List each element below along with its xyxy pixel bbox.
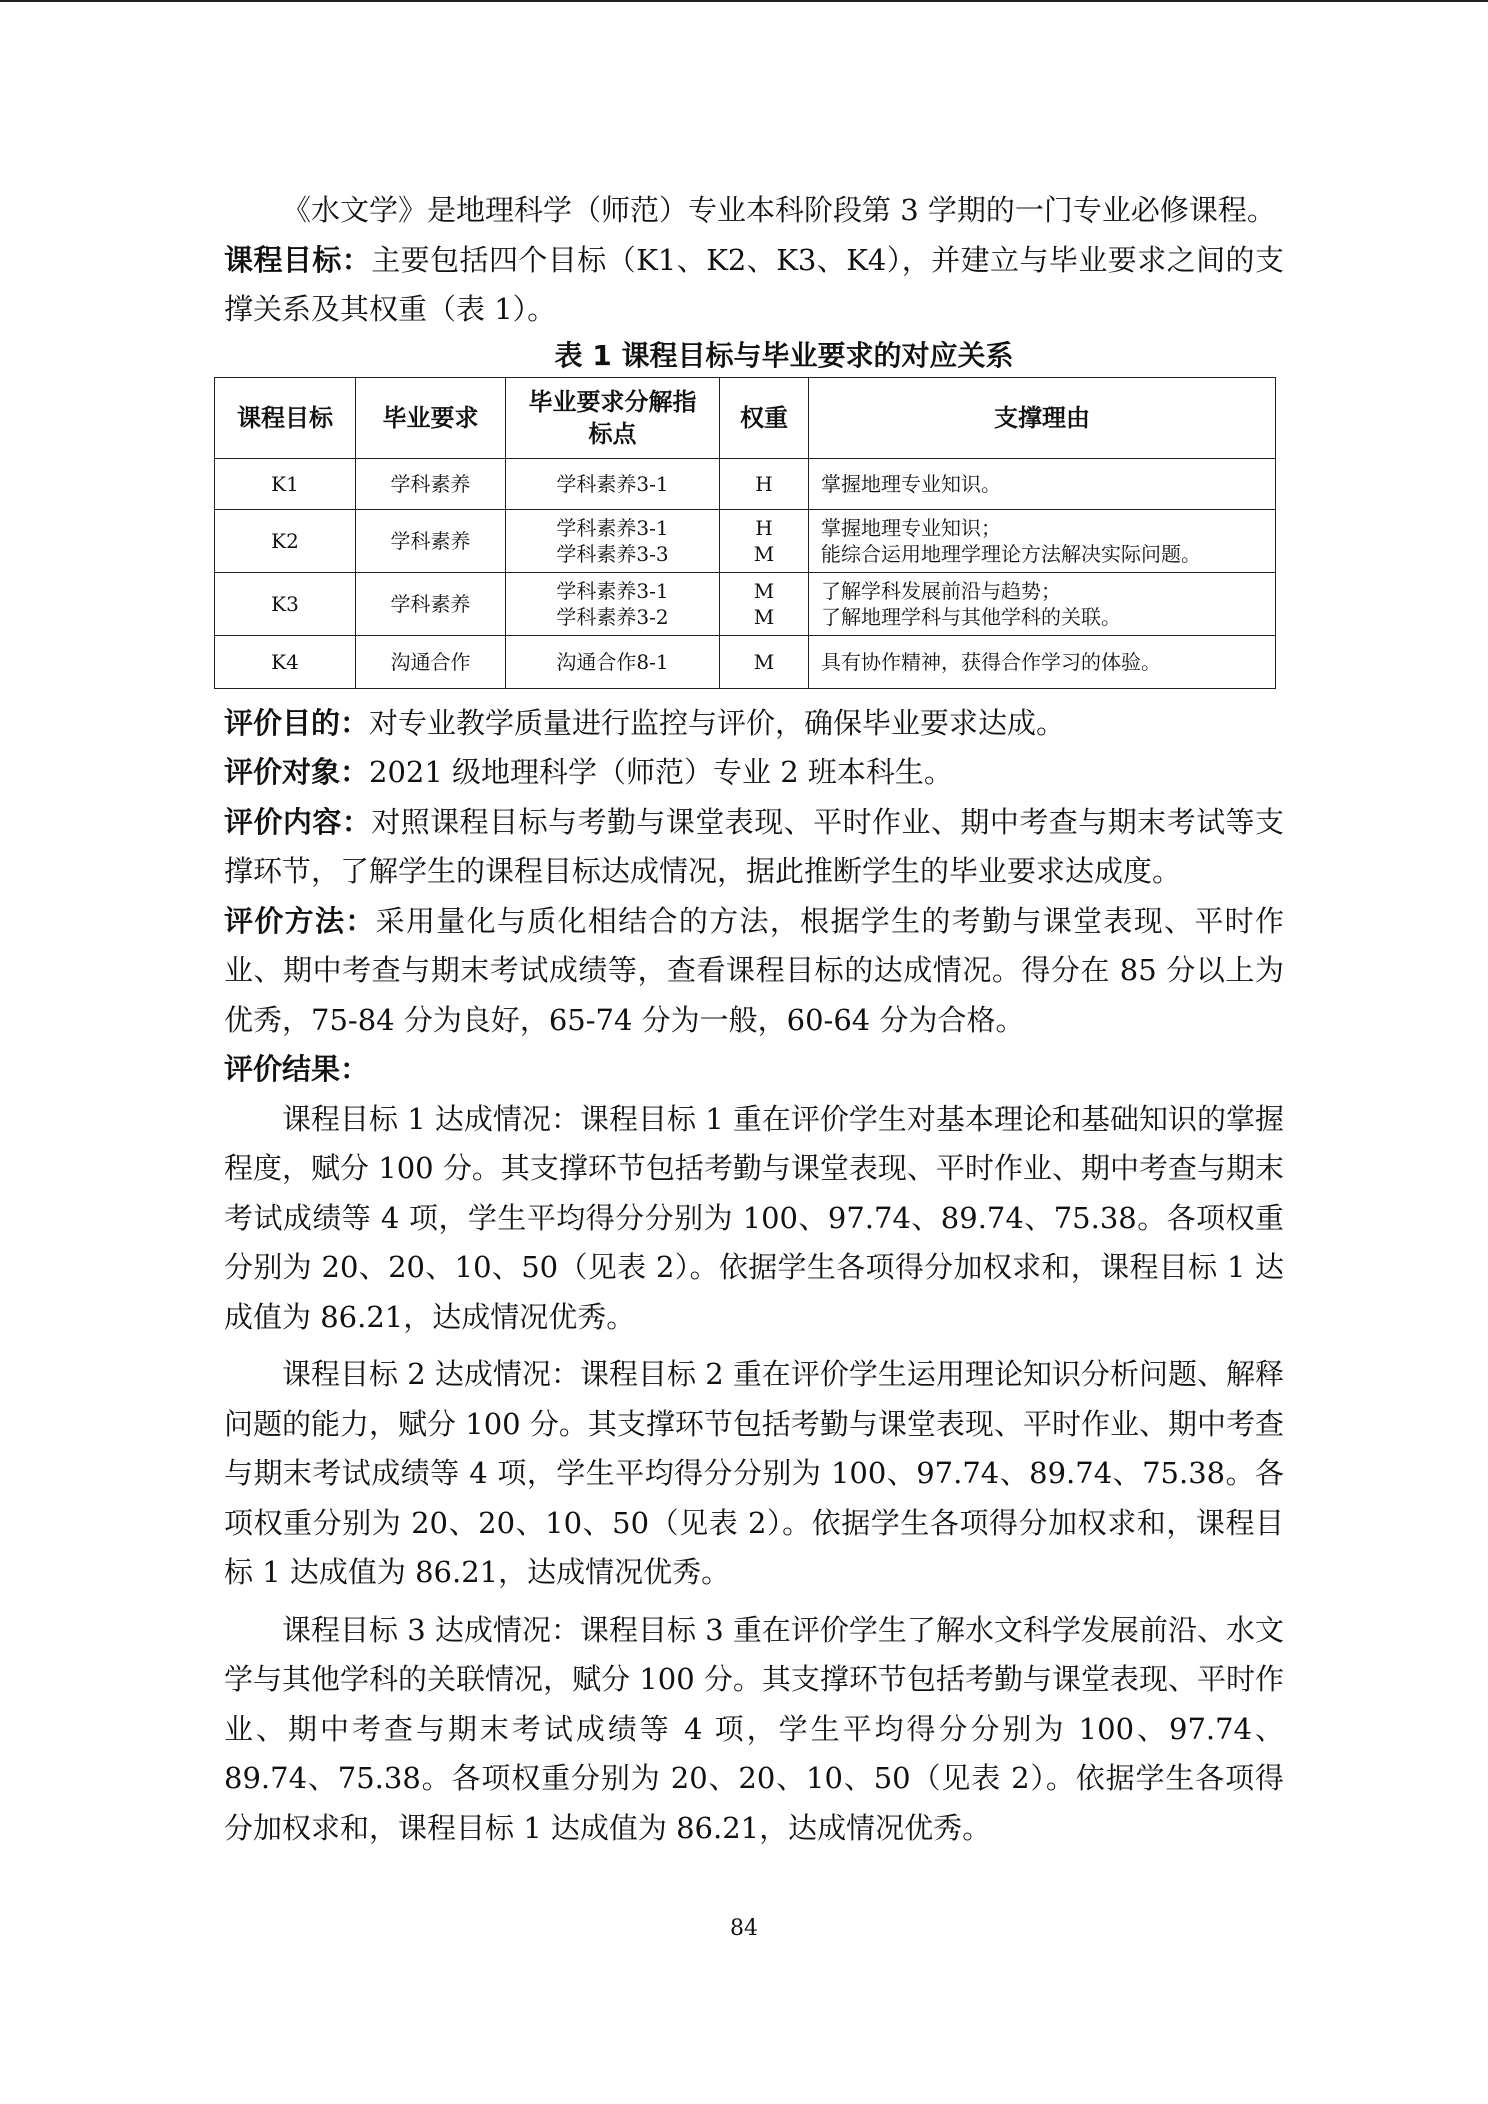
cell-requirement: 学科素养 [356, 572, 506, 635]
result-paragraph-3: 课程目标 3 达成情况：课程目标 3 重在评价学生了解水文科学发展前沿、水文学与其他学科的关联情况，赋分 100 分。其支撑环节包括考勤与课堂表现、平时作业、期中考查与期末考试成绩等 4 项，学生平均得分分别为 100、97.74、89.74、75.38。各项权重分别为 20、20、10、50（见表 2）。依据学生各项得分加权求和，课程目标 1 达成值为 86.21，达成情况优秀。 [224, 1612, 1284, 1845]
cell-indicator: 沟通合作8-1 [506, 635, 720, 688]
content-text: 对照课程目标与考勤与课堂表现、平时作业、期中考查与期末考试等支撑环节，了解学生的课程目标达成情况，据此推断学生的毕业要求达成度。 [224, 804, 1284, 888]
cell-goal: K3 [215, 572, 356, 635]
cell-indicator: 学科素养3-1 [506, 458, 720, 509]
table-row [215, 509, 1276, 572]
result-paragraph-2: 课程目标 2 达成情况：课程目标 2 重在评价学生运用理论知识分析问题、解释问题的能力，赋分 100 分。其支撑环节包括考勤与课堂表现、平时作业、期中考查与期末考试成绩等 4 项，学生平均得分分别为 100、97.74、89.74、75.38。各项权重分别为 20、20、10、50（见表 2）。依据学生各项得分加权求和，课程目标 1 达成值为 86.21，达成情况优秀。 [224, 1357, 1284, 1589]
cell-weight: M M [720, 572, 809, 635]
objectives-label: 课程目标： [224, 242, 372, 277]
cell-requirement: 学科素养 [356, 458, 506, 509]
cell-weight: M [720, 635, 809, 688]
result-paragraph-1: 课程目标 1 达成情况：课程目标 1 重在评价学生对基本理论和基础知识的掌握程度，赋分 100 分。其支撑环节包括考勤与课堂表现、平时作业、期中考查与期末考试成绩等 4 项，学生平均得分分别为 100、97.74、89.74、75.38。各项权重分别为 20、20、10、50（见表 2）。依据学生各项得分加权求和，课程目标 1 达成值为 86.21，达成情况优秀。 [224, 1101, 1284, 1334]
table-header-row [215, 377, 1276, 458]
document-body [224, 186, 1284, 1853]
cell-weight: H [720, 458, 809, 509]
method-label: 评价方法： [224, 903, 376, 938]
purpose-paragraph [224, 699, 1284, 749]
cell-weight: H M [720, 509, 809, 572]
content-paragraph [224, 798, 1284, 897]
subject-label: 评价对象： [224, 755, 370, 789]
cell-indicator: 学科素养3-1 学科素养3-3 [506, 509, 720, 572]
header-goal: 课程目标 [215, 377, 356, 458]
cell-requirement: 学科素养 [356, 509, 506, 572]
header-indicator: 毕业要求分解指标点 [506, 377, 720, 458]
page-top-border [0, 0, 1488, 2]
page-number: 84 [730, 1916, 758, 1941]
cell-reason: 了解学科发展前沿与趋势； 了解地理学科与其他学科的关联。 [809, 572, 1276, 635]
objectives-paragraph [224, 236, 1284, 335]
header-requirement: 毕业要求 [356, 377, 506, 458]
subject-text: 2021 级地理科学（师范）专业 2 班本科生。 [369, 755, 953, 789]
results-heading [224, 1045, 1284, 1095]
subject-paragraph [224, 748, 1284, 798]
cell-reason: 具有协作精神，获得合作学习的体验。 [809, 635, 1276, 688]
cell-goal: K2 [215, 509, 356, 572]
header-reason: 支撑理由 [809, 377, 1276, 458]
cell-indicator: 学科素养3-1 学科素养3-2 [506, 572, 720, 635]
purpose-text: 对专业教学质量进行监控与评价，确保毕业要求达成。 [369, 705, 1066, 740]
cell-goal: K4 [215, 635, 356, 688]
content-label: 评价内容： [224, 804, 372, 839]
purpose-label: 评价目的： [224, 705, 370, 740]
table-title: 表 1 课程目标与毕业要求的对应关系 [554, 338, 1014, 372]
cell-reason: 掌握地理专业知识。 [809, 458, 1276, 509]
objectives-text: 主要包括四个目标（K1、K2、K3、K4），并建立与毕业要求之间的支撑关系及其权重（表 1）。 [224, 242, 1284, 326]
header-weight: 权重 [720, 377, 809, 458]
cell-goal: K1 [215, 458, 356, 509]
results-label: 评价结果： [224, 1052, 370, 1086]
table-row [215, 458, 1276, 509]
table-row [215, 635, 1276, 688]
method-paragraph [224, 897, 1284, 1046]
cell-reason: 掌握地理专业知识； 能综合运用地理学理论方法解决实际问题。 [809, 509, 1276, 572]
objectives-table [214, 377, 1276, 689]
intro-paragraph: 《水文学》是地理科学（师范）专业本科阶段第 3 学期的一门专业必修课程。 [282, 193, 1276, 227]
table-row [215, 572, 1276, 635]
cell-requirement: 沟通合作 [356, 635, 506, 688]
method-text: 采用量化与质化相结合的方法，根据学生的考勤与课堂表现、平时作业、期中考查与期末考试成绩等，查看课程目标的达成情况。得分在 85 分以上为优秀，75-84 分为良好，65-74 分为一般，60-64 分为合格。 [224, 903, 1284, 1037]
